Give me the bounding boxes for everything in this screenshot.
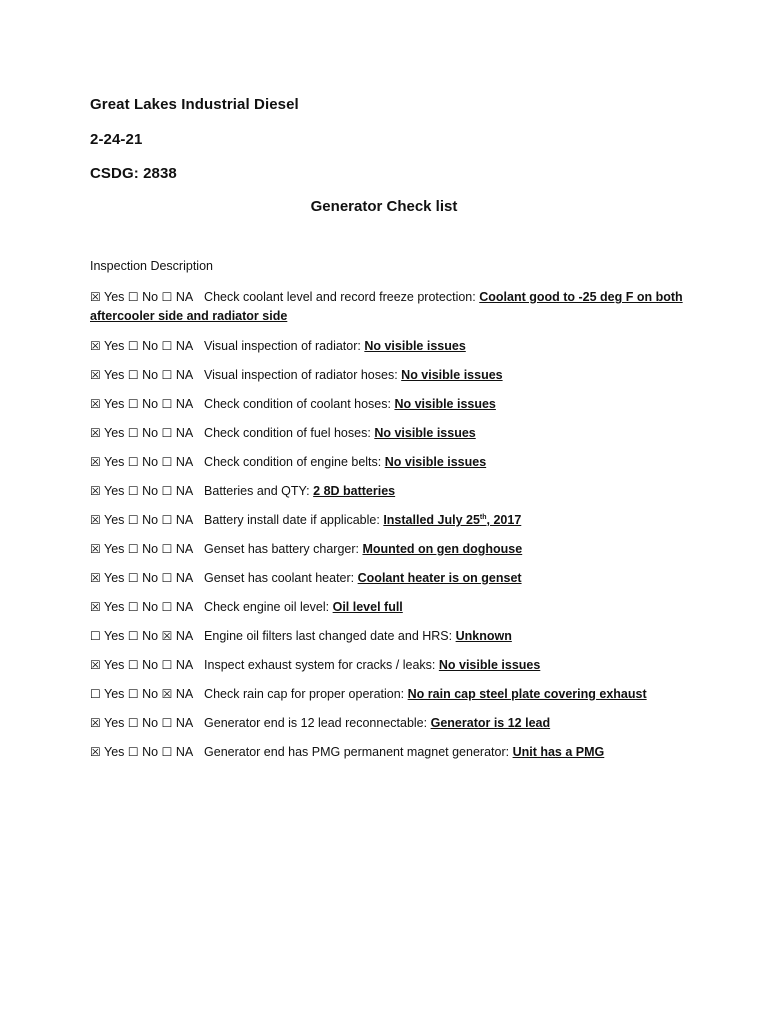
na-label: NA [175,600,193,614]
no-label: No [142,426,159,440]
na-checkbox[interactable]: ☐ [161,571,173,585]
checklist-item [90,482,690,501]
item-answer: Unknown [455,629,512,643]
no-checkbox[interactable]: ☐ [127,397,139,411]
item-answer: No visible issues [364,339,466,353]
yes-label: Yes [104,658,125,672]
yes-checkbox[interactable]: ☒ [90,368,101,382]
yes-checkbox[interactable]: ☒ [90,600,101,614]
item-question: Check condition of engine belts: [204,455,382,469]
na-label: NA [175,658,193,672]
yes-label: Yes [104,339,125,353]
no-checkbox[interactable]: ☐ [127,629,139,643]
no-label: No [142,716,159,730]
no-label: No [142,571,159,585]
na-label: NA [175,397,193,411]
item-answer: Mounted on gen doghouse [362,542,523,556]
item-answer: 2 8D batteries [313,484,396,498]
no-checkbox[interactable]: ☐ [127,542,139,556]
na-label: NA [175,513,193,527]
na-checkbox[interactable]: ☒ [161,629,173,643]
na-label: NA [175,426,193,440]
section-label: Inspection Description [90,259,213,273]
yes-label: Yes [104,426,125,440]
checklist [90,288,690,772]
item-question: Battery install date if applicable: [204,513,380,527]
na-checkbox[interactable]: ☐ [161,513,173,527]
na-checkbox[interactable]: ☐ [161,368,173,382]
na-label: NA [175,745,193,759]
page-title: Generator Check list [310,198,458,215]
checklist-item [90,627,690,646]
na-label: NA [175,716,193,730]
no-label: No [142,368,159,382]
no-checkbox[interactable]: ☐ [127,745,139,759]
item-question: Generator end has PMG permanent magnet generator: [204,745,510,759]
checklist-item [90,337,690,356]
no-label: No [142,513,159,527]
checklist-item [90,424,690,443]
na-label: NA [175,629,193,643]
item-question: Generator end is 12 lead reconnectable: [204,716,428,730]
no-label: No [142,600,159,614]
ordinal-suffix: th [479,513,487,521]
checklist-item [90,656,690,675]
yes-checkbox[interactable]: ☒ [90,542,101,556]
no-checkbox[interactable]: ☐ [127,687,139,701]
no-checkbox[interactable]: ☐ [127,716,139,730]
na-checkbox[interactable]: ☐ [161,658,173,672]
checklist-item [90,540,690,559]
checklist-item [90,366,690,385]
yes-label: Yes [104,571,125,585]
no-checkbox[interactable]: ☐ [127,290,139,304]
na-checkbox[interactable]: ☐ [161,484,173,498]
yes-checkbox[interactable]: ☒ [90,339,101,353]
na-label: NA [175,542,193,556]
item-answer: No visible issues [401,368,503,382]
no-checkbox[interactable]: ☐ [127,571,139,585]
item-question: Inspect exhaust system for cracks / leaks: [204,658,436,672]
na-label: NA [175,687,193,701]
item-answer [383,513,521,527]
yes-checkbox[interactable]: ☒ [90,397,101,411]
no-label: No [142,484,159,498]
item-question: Genset has battery charger: [204,542,359,556]
yes-label: Yes [104,484,125,498]
no-checkbox[interactable]: ☐ [127,484,139,498]
checklist-item [90,714,690,733]
item-answer: No visible issues [394,397,496,411]
item-question: Batteries and QTY: [204,484,310,498]
yes-checkbox[interactable]: ☒ [90,716,101,730]
na-checkbox[interactable]: ☐ [161,600,173,614]
answer-text: Installed July 25 [383,513,480,527]
na-checkbox[interactable]: ☐ [161,426,173,440]
no-label: No [142,687,159,701]
na-checkbox[interactable]: ☐ [161,397,173,411]
checklist-item [90,569,690,588]
document-date: 2-24-21 [90,131,143,148]
item-answer: Generator is 12 lead [430,716,551,730]
company-name: Great Lakes Industrial Diesel [90,96,299,113]
yes-label: Yes [104,455,125,469]
yes-label: Yes [104,629,125,643]
csdg-number: CSDG: 2838 [90,165,177,182]
no-label: No [142,339,159,353]
no-checkbox[interactable]: ☐ [127,339,139,353]
yes-label: Yes [104,687,125,701]
yes-label: Yes [104,513,125,527]
yes-label: Yes [104,368,125,382]
item-answer: No visible issues [438,658,541,672]
item-answer: No rain cap steel plate covering exhaust [407,687,647,701]
item-answer: No visible issues [374,426,476,440]
na-label: NA [175,339,193,353]
item-question: Check condition of coolant hoses: [204,397,391,411]
item-answer: Oil level full [332,600,403,614]
item-question: Check condition of fuel hoses: [204,426,371,440]
item-question: Visual inspection of radiator: [204,339,361,353]
no-label: No [142,629,159,643]
item-answer: Unit has a PMG [512,745,605,759]
na-label: NA [175,455,193,469]
yes-label: Yes [104,745,125,759]
no-checkbox[interactable]: ☐ [127,426,139,440]
na-label: NA [175,368,193,382]
na-checkbox[interactable]: ☐ [161,455,173,469]
no-label: No [142,455,159,469]
yes-checkbox[interactable]: ☐ [90,687,101,701]
no-checkbox[interactable]: ☐ [127,455,139,469]
item-question: Check engine oil level: [204,600,330,614]
yes-checkbox[interactable]: ☒ [90,745,101,759]
no-checkbox[interactable]: ☐ [127,658,139,672]
checklist-item [90,743,690,762]
na-checkbox[interactable]: ☐ [161,745,173,759]
item-answer: Coolant good to -25 deg F on both aftercooler side and radiator side [90,290,683,323]
answer-text: , 2017 [486,513,522,527]
checklist-item [90,685,690,704]
yes-checkbox[interactable]: ☒ [90,290,101,304]
yes-checkbox[interactable]: ☒ [90,455,101,469]
yes-checkbox[interactable]: ☒ [90,513,101,527]
yes-checkbox[interactable]: ☒ [90,571,101,585]
no-checkbox[interactable]: ☐ [127,513,139,527]
no-label: No [142,745,159,759]
no-label: No [142,542,159,556]
no-checkbox[interactable]: ☐ [127,368,139,382]
no-label: No [142,397,159,411]
no-label: No [142,658,159,672]
item-question: Genset has coolant heater: [204,571,355,585]
checklist-item [90,453,690,472]
checklist-item [90,598,690,617]
item-question: Engine oil filters last changed date and HRS: [204,629,453,643]
yes-checkbox[interactable]: ☒ [90,426,101,440]
item-answer: Coolant heater is on genset [357,571,522,585]
yes-checkbox[interactable]: ☒ [90,484,101,498]
yes-label: Yes [104,397,125,411]
na-checkbox[interactable]: ☐ [161,542,173,556]
yes-label: Yes [104,716,125,730]
yes-label: Yes [104,542,125,556]
item-answer: No visible issues [384,455,487,469]
checklist-item [90,288,690,326]
yes-label: Yes [104,600,125,614]
item-question: Visual inspection of radiator hoses: [204,368,398,382]
checklist-item [90,511,690,530]
na-label: NA [175,571,193,585]
checklist-item [90,395,690,414]
na-checkbox[interactable]: ☐ [161,716,173,730]
item-question: Check coolant level and record freeze protection: [204,290,476,304]
na-checkbox[interactable]: ☐ [161,290,173,304]
yes-label: Yes [104,290,125,304]
yes-checkbox[interactable]: ☐ [90,629,101,643]
no-label: No [142,290,159,304]
na-label: NA [175,484,193,498]
yes-checkbox[interactable]: ☒ [90,658,101,672]
item-question: Check rain cap for proper operation: [204,687,405,701]
na-label: NA [175,290,193,304]
no-checkbox[interactable]: ☐ [127,600,139,614]
na-checkbox[interactable]: ☒ [161,687,173,701]
na-checkbox[interactable]: ☐ [161,339,173,353]
